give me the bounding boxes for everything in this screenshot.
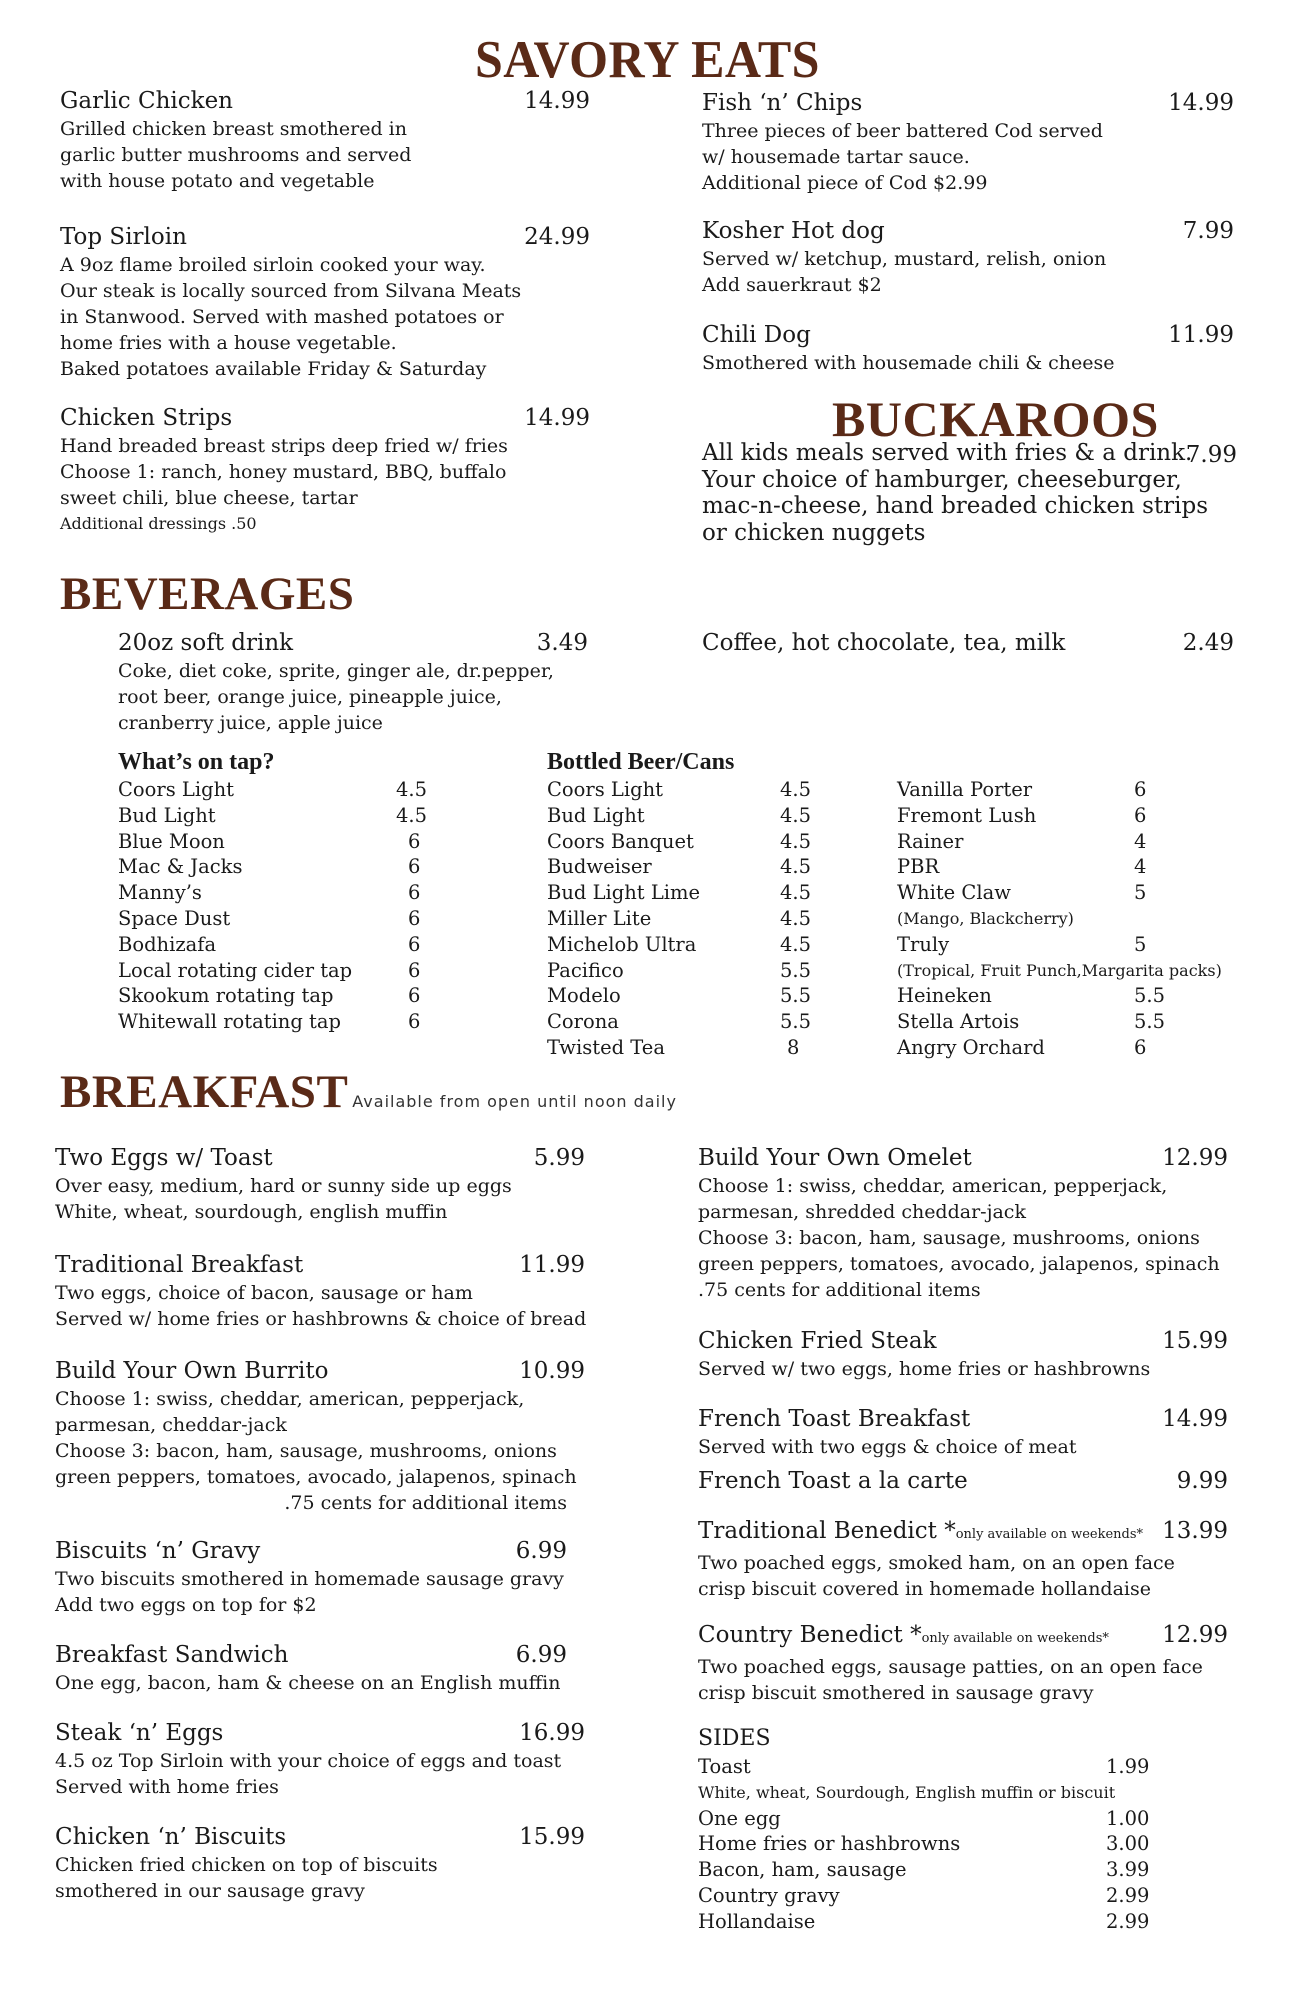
menu-item: [60, 222, 590, 382]
side-name: One egg: [698, 1806, 781, 1830]
beer-price: 4.5: [780, 778, 812, 801]
list-item: [897, 1009, 1237, 1035]
item-price: 10.99: [519, 1358, 585, 1384]
menu-item: [118, 628, 588, 736]
list-item: [897, 854, 1237, 880]
menu-item: [698, 1326, 1228, 1382]
beer-name: Bud Light Lime: [547, 881, 701, 905]
item-name: Chicken Fried Steak: [698, 1328, 937, 1354]
menu-item: [698, 1516, 1228, 1602]
beer-price: 5.5: [780, 1010, 812, 1034]
side-name: Country gravy: [698, 1883, 840, 1907]
item-desc: garlic butter mushrooms and served: [60, 144, 412, 166]
item-name: [698, 1516, 1228, 1550]
list-item: [118, 958, 438, 984]
list-item-note: [698, 1780, 1158, 1806]
menu-item: [698, 1404, 1228, 1460]
menu-item: [55, 1536, 585, 1618]
section-heading-breakfast: [60, 1065, 677, 1119]
beer-name: Budweiser: [547, 855, 652, 879]
item-price: 14.99: [524, 88, 590, 114]
beer-price: 4.5: [780, 855, 812, 879]
menu-item: [60, 403, 590, 537]
side-price: 1.99: [1106, 1755, 1150, 1778]
beer-price: 5: [1134, 881, 1147, 905]
item-desc: Add two eggs on top for $2: [55, 1594, 317, 1616]
side-name: Toast: [698, 1755, 751, 1778]
beer-name: Twisted Tea: [547, 1035, 665, 1059]
beer-name: Blue Moon: [118, 829, 225, 853]
bottled-list: [547, 747, 847, 1061]
list-item: [897, 932, 1237, 958]
beer-name: Whitewall rotating tap: [118, 1010, 341, 1034]
item-desc: cranberry juice, apple juice: [118, 712, 383, 734]
item-price: 24.99: [524, 224, 590, 250]
list-item: [698, 1831, 1158, 1857]
list-item: [698, 1883, 1158, 1909]
beer-price: 4.5: [780, 803, 812, 827]
item-name: Breakfast Sandwich: [55, 1642, 289, 1668]
item-price: 14.99: [1162, 1406, 1228, 1432]
tap-list: [118, 747, 438, 1035]
beer-price: 6: [408, 855, 421, 879]
beer-name: Coors Banquet: [547, 829, 694, 853]
beer-name: Rainer: [897, 829, 964, 853]
item-name: Top Sirloin: [60, 224, 187, 250]
item-desc: Hand breaded breast strips deep fried w/ fries: [60, 435, 508, 457]
menu-item: [55, 1356, 585, 1516]
item-price: 11.99: [519, 1252, 585, 1278]
beer-name: PBR: [897, 855, 940, 879]
item-desc: Two eggs, choice of bacon, sausage or ham: [55, 1282, 473, 1304]
beer-price: 4.5: [780, 906, 812, 930]
list-item: [547, 932, 847, 958]
beer-name: Bud Light: [118, 803, 216, 827]
item-desc: parmesan, cheddar-jack: [55, 1414, 287, 1436]
item-desc: A 9oz flame broiled sirloin cooked your way.: [60, 254, 486, 276]
item-price: 13.99: [1162, 1518, 1228, 1544]
item-desc: in Stanwood. Served with mashed potatoes or: [60, 306, 504, 328]
item-desc: w/ housemade tartar sauce.: [702, 146, 970, 168]
item-desc: Add sauerkraut $2: [702, 274, 882, 296]
menu-item: [55, 1718, 585, 1800]
item-desc: crisp biscuit covered in homemade hollandaise: [698, 1578, 1151, 1600]
item-desc: Coke, diet coke, sprite, ginger ale, dr.pepper,: [118, 660, 554, 682]
beer-name: Space Dust: [118, 906, 231, 930]
item-desc: Choose 1: ranch, honey mustard, BBQ, buffalo: [60, 461, 507, 483]
beer-price: 6: [408, 881, 421, 905]
item-price: 11.99: [1168, 322, 1234, 348]
item-name: Traditional Breakfast: [55, 1252, 304, 1278]
bottled-list-title: Bottled Beer/Cans: [547, 749, 735, 775]
list-item: [547, 958, 847, 984]
item-price: 14.99: [1168, 90, 1234, 116]
list-item: [118, 880, 438, 906]
item-desc: Additional piece of Cod $2.99: [702, 172, 988, 194]
kids-line: All kids meals served with fries & a drink.: [702, 440, 1193, 466]
side-note: White, wheat, Sourdough, English muffin or biscuit: [698, 1782, 1116, 1802]
beer-name: Heineken: [897, 984, 992, 1008]
kids-line: or chicken nuggets: [702, 519, 926, 546]
item-name: Steak ‘n’ Eggs: [55, 1720, 224, 1746]
beer-price: 6: [1134, 803, 1147, 827]
menu-item: [55, 1143, 585, 1225]
side-name: Hollandaise: [698, 1909, 816, 1933]
beer-name: Coors Light: [547, 778, 663, 801]
item-name: Coffee, hot chocolate, tea, milk: [702, 630, 1066, 656]
item-name: Chili Dog: [702, 322, 811, 348]
item-desc: Choose 3: bacon, ham, sausage, mushrooms, onions: [698, 1227, 1200, 1249]
item-price: 6.99: [515, 1642, 567, 1668]
item-desc: smothered in our sausage gravy: [55, 1880, 365, 1902]
beer-price: 4.5: [780, 829, 812, 853]
beer-flavors: (Tropical, Fruit Punch,Margarita packs): [897, 960, 1222, 980]
list-item: [698, 1857, 1158, 1883]
beer-price: 4.5: [780, 932, 812, 956]
item-price: 16.99: [519, 1720, 585, 1746]
side-name: Home fries or hashbrowns: [698, 1832, 961, 1856]
beer-price: 5: [1134, 932, 1147, 956]
list-item: [118, 854, 438, 880]
beer-name: Skookum rotating tap: [118, 984, 334, 1008]
menu-item: [698, 1466, 1228, 1496]
item-desc: Two poached eggs, smoked ham, on an open face: [698, 1552, 1175, 1574]
section-heading-savory-eats: SAVORY EATS: [475, 29, 820, 89]
weekend-note: only available on weekends*: [955, 1527, 1144, 1542]
beer-price: 6: [1134, 778, 1147, 801]
list-item: [118, 777, 438, 803]
item-name: [698, 1620, 1228, 1654]
beer-name: Miller Lite: [547, 906, 652, 930]
item-desc: green peppers, tomatoes, avocado, jalapenos, spinach: [55, 1466, 577, 1488]
item-desc: Baked potatoes available Friday & Saturday: [60, 358, 487, 380]
list-item: [547, 829, 847, 855]
item-desc: Over easy, medium, hard or sunny side up eggs: [55, 1175, 512, 1197]
beer-price: 5.5: [1134, 1010, 1166, 1034]
item-name: Chicken ‘n’ Biscuits: [55, 1824, 287, 1850]
list-item: [897, 1035, 1237, 1061]
beer-price: 4: [1134, 855, 1147, 879]
beer-name: Coors Light: [118, 778, 234, 801]
item-name-text: Country Benedict *: [698, 1622, 922, 1648]
item-desc: Our steak is locally sourced from Silvana Meats: [60, 280, 522, 302]
item-price: 9.99: [1176, 1468, 1228, 1494]
item-price: 6.99: [515, 1538, 567, 1564]
beer-name: Local rotating cider tap: [118, 958, 353, 982]
beer-name: Truly: [897, 932, 950, 956]
beer-price: 5.5: [1134, 984, 1166, 1008]
item-desc: .75 cents for additional items: [698, 1279, 981, 1301]
list-item: [698, 1754, 1158, 1780]
beer-price: 8: [787, 1035, 800, 1059]
bottled-list-2: [897, 777, 1237, 1061]
kids-meal-block: [702, 440, 1237, 546]
item-desc: Three pieces of beer battered Cod served: [702, 120, 1103, 142]
item-desc: Served with home fries: [55, 1776, 279, 1798]
item-price: 12.99: [1162, 1622, 1228, 1648]
beer-name: Manny’s: [118, 881, 202, 905]
item-price: 3.49: [536, 630, 588, 656]
beer-name: Bodhizafa: [118, 932, 217, 956]
beer-price: 5.5: [780, 984, 812, 1008]
item-desc: Served w/ ketchup, mustard, relish, onion: [702, 248, 1107, 270]
item-desc: Two biscuits smothered in homemade sausage gravy: [55, 1568, 564, 1590]
beer-name: Pacifico: [547, 958, 624, 982]
item-name: Garlic Chicken: [60, 88, 233, 114]
item-name: Chicken Strips: [60, 405, 233, 431]
item-desc: home fries with a house vegetable.: [60, 332, 397, 354]
item-desc: Choose 3: bacon, ham, sausage, mushrooms, onions: [55, 1440, 557, 1462]
menu-item: [698, 1143, 1228, 1303]
item-name: French Toast Breakfast: [698, 1406, 971, 1432]
list-item: [547, 777, 847, 803]
list-item: [547, 803, 847, 829]
sides-list: [698, 1724, 1158, 1935]
beer-name: White Claw: [897, 881, 1011, 905]
item-name: 20oz soft drink: [118, 630, 294, 656]
section-heading-beverages: BEVERAGES: [60, 568, 355, 620]
kids-line: Your choice of hamburger, cheeseburger,: [702, 466, 1182, 493]
list-item: [547, 983, 847, 1009]
item-desc: White, wheat, sourdough, english muffin: [55, 1201, 448, 1223]
item-desc: Served with two eggs & choice of meat: [698, 1436, 1077, 1458]
item-note: .75 cents for additional items: [284, 1492, 567, 1514]
menu-item: [702, 320, 1234, 376]
list-item: [118, 803, 438, 829]
beer-price: 6: [408, 906, 421, 930]
item-price: 2.49: [1182, 630, 1234, 656]
item-name: Build Your Own Omelet: [698, 1145, 972, 1171]
item-desc: parmesan, shredded cheddar-jack: [698, 1201, 1026, 1223]
menu-item: [55, 1250, 585, 1332]
item-desc: 4.5 oz Top Sirloin with your choice of eggs and toast: [55, 1750, 562, 1772]
list-item: [547, 1035, 847, 1061]
menu-item: [698, 1620, 1228, 1706]
list-item: [698, 1909, 1158, 1935]
side-price: 3.99: [1106, 1858, 1150, 1882]
list-item-note: [897, 906, 1237, 932]
beer-name: Stella Artois: [897, 1010, 1020, 1034]
item-note: Additional dressings .50: [60, 514, 257, 533]
list-item: [897, 829, 1237, 855]
kids-line: mac-n-cheese, hand breaded chicken strips: [702, 493, 1209, 519]
weekend-note: only available on weekends*: [921, 1631, 1109, 1646]
beer-price: 6: [408, 1010, 421, 1034]
item-name: Build Your Own Burrito: [55, 1358, 329, 1384]
list-item: [118, 1009, 438, 1035]
beer-name: Fremont Lush: [897, 803, 1037, 827]
list-item: [547, 854, 847, 880]
list-item: [547, 906, 847, 932]
list-item: [118, 983, 438, 1009]
item-desc: Smothered with housemade chili & cheese: [702, 352, 1115, 374]
side-price: 1.00: [1106, 1806, 1150, 1830]
item-price: 12.99: [1162, 1145, 1228, 1171]
item-desc: Choose 1: swiss, cheddar, american, pepperjack,: [55, 1388, 525, 1410]
menu-item: [60, 86, 590, 194]
beer-price: 6: [408, 958, 421, 982]
menu-item: [702, 628, 1234, 658]
list-item: [118, 932, 438, 958]
breakfast-title: BREAKFAST: [60, 1066, 349, 1118]
item-price: 15.99: [1162, 1328, 1228, 1354]
side-price: 2.99: [1106, 1883, 1150, 1907]
beer-name: Michelob Ultra: [547, 932, 697, 956]
beer-name: Angry Orchard: [897, 1035, 1045, 1059]
beer-price: 6: [1134, 1035, 1147, 1059]
section-heading-buckaroos: BUCKAROOS: [832, 391, 1159, 447]
beer-name: Modelo: [547, 984, 621, 1008]
beer-price: 4.5: [780, 881, 812, 905]
breakfast-hours-note: Available from open until noon daily: [352, 1092, 677, 1111]
kids-price: 7.99: [1185, 442, 1237, 468]
item-desc: Choose 1: swiss, cheddar, american, pepperjack,: [698, 1175, 1168, 1197]
item-price: 14.99: [524, 405, 590, 431]
item-desc: sweet chili, blue cheese, tartar: [60, 487, 358, 509]
list-item: [897, 777, 1237, 803]
beer-price: 4.5: [396, 803, 428, 827]
item-name: Fish ‘n’ Chips: [702, 90, 863, 116]
item-desc: Two poached eggs, sausage patties, on an open face: [698, 1656, 1203, 1678]
item-price: 15.99: [519, 1824, 585, 1850]
item-desc: Served w/ two eggs, home fries or hashbrowns: [698, 1358, 1151, 1380]
beer-price: 4.5: [396, 778, 428, 801]
item-price: 7.99: [1182, 218, 1234, 244]
item-desc: crisp biscuit smothered in sausage gravy: [698, 1682, 1094, 1704]
list-item: [698, 1806, 1158, 1832]
item-name: Two Eggs w/ Toast: [55, 1145, 273, 1171]
side-name: Bacon, ham, sausage: [698, 1858, 907, 1882]
menu-item: [55, 1640, 585, 1696]
sides-title: SIDES: [698, 1726, 771, 1751]
beer-price: 4: [1134, 829, 1147, 853]
item-desc: One egg, bacon, ham & cheese on an English muffin: [55, 1672, 561, 1694]
beer-name: Vanilla Porter: [897, 778, 1033, 801]
list-item-note: [897, 958, 1237, 984]
beer-price: 6: [408, 932, 421, 956]
item-name-text: Traditional Benedict *: [698, 1518, 956, 1544]
list-item: [897, 803, 1237, 829]
menu-item: [55, 1822, 585, 1904]
list-item: [897, 880, 1237, 906]
item-desc: with house potato and vegetable: [60, 170, 375, 192]
beer-name: Corona: [547, 1010, 619, 1034]
item-price: 5.99: [533, 1145, 585, 1171]
item-desc: root beer, orange juice, pineapple juice,: [118, 686, 502, 708]
list-item: [118, 906, 438, 932]
beer-name: Mac & Jacks: [118, 855, 243, 879]
beer-price: 5.5: [780, 958, 812, 982]
item-desc: Served w/ home fries or hashbrowns & choice of bread: [55, 1308, 587, 1330]
menu-item: [702, 216, 1234, 298]
beer-name: Bud Light: [547, 803, 645, 827]
item-name: Biscuits ‘n’ Gravy: [55, 1538, 261, 1564]
item-name: Kosher Hot dog: [702, 218, 885, 244]
list-item: [547, 880, 847, 906]
side-price: 2.99: [1106, 1909, 1150, 1933]
item-desc: Grilled chicken breast smothered in: [60, 118, 407, 140]
list-item: [897, 983, 1237, 1009]
beer-price: 6: [408, 829, 421, 853]
menu-item: [702, 88, 1234, 196]
item-name: French Toast a la carte: [698, 1468, 968, 1494]
list-item: [547, 1009, 847, 1035]
beer-flavors: (Mango, Blackcherry): [897, 908, 1074, 928]
tap-list-title: What’s on tap?: [118, 749, 275, 775]
list-item: [118, 829, 438, 855]
side-price: 3.00: [1106, 1832, 1150, 1856]
item-desc: green peppers, tomatoes, avocado, jalapenos, spinach: [698, 1253, 1220, 1275]
item-desc: Chicken fried chicken on top of biscuits: [55, 1854, 438, 1876]
beer-price: 6: [408, 984, 421, 1008]
